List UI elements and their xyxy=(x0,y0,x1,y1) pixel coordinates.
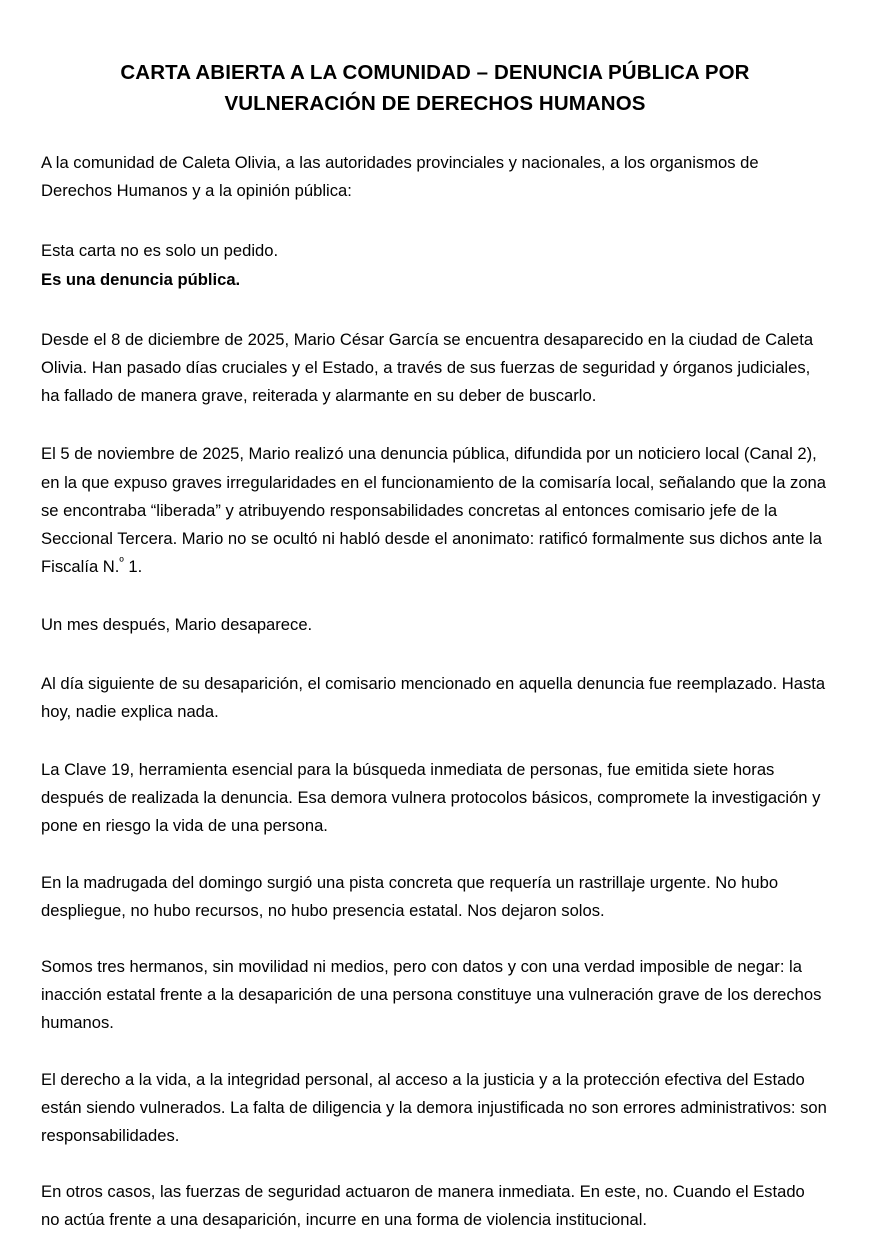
paragraph-clave-19-delay: La Clave 19, herramienta esencial para la búsqueda inmediata de personas, fue emitida siete horas después de realizada la denuncia. Esa demora vulnera protocolos básicos, compromete la investigación y pone en riesgo la vida de una persona. xyxy=(41,760,821,836)
paragraph-prior-denuncia-tail: 1. xyxy=(123,557,143,577)
paragraph-one-month-later: Un mes después, Mario desaparece. xyxy=(41,615,313,635)
ordinal-indicator: º xyxy=(119,554,124,569)
page-title: CARTA ABIERTA A LA COMUNIDAD – DENUNCIA PÚBLICA POR VULNERACIÓN DE DERECHOS HUMANOS xyxy=(120,61,750,115)
paragraph-statement-plain: Esta carta no es solo un pedido. xyxy=(41,241,279,261)
paragraph-disappearance-report: Desde el 8 de diciembre de 2025, Mario César García se encuentra desaparecido en la ciudad de Caleta Olivia. Han pasado días cruciales y el Estado, a través de sus fuerzas de seguridad y órganos judiciales, ha fallado de manera grave, reiterada y alarmante en su deber de buscarlo. xyxy=(41,329,814,406)
paragraph-commissioner-replaced: Al día siguiente de su desaparición, el comisario mencionado en aquella denuncia fue reemplazado. Hasta hoy, nadie explica nada. xyxy=(41,673,826,721)
paragraph-prior-denuncia xyxy=(41,440,827,581)
paragraph-no-search-deployment: En la madrugada del domingo surgió una pista concreta que requería un rastrillaje urgente. No hubo despliegue, no hubo recursos, no hubo presencia estatal. Nos dejaron solos. xyxy=(41,872,779,920)
paragraph-prior-denuncia-body: El 5 de noviembre de 2025, Mario realizó una denuncia pública, difundida por un noticiero local (Canal 2), en la que expuso graves irregularidades en el funcionamiento de la comisaría local, señalando que la zona se encontraba “liberada” y atribuyendo responsabilidades concretas al entonces comisario jefe de la Seccional Tercera. Mario no se ocultó ni habló desde el anonimato: ratificó formalmente sus dichos ante la Fiscalía N. xyxy=(41,444,827,577)
paragraph-addressees: A la comunidad de Caleta Olivia, a las autoridades provinciales y nacionales, a los organismos de Derechos Humanos y a la opinión pública: xyxy=(41,153,759,201)
document-content xyxy=(41,0,827,1235)
paragraph-institutional-violence: En otros casos, las fuerzas de seguridad actuaron de manera inmediata. En este, no. Cuando el Estado no actúa frente a una desaparición, incurre en una forma de violencia institucional. xyxy=(41,1182,805,1230)
paragraph-rights-violated: El derecho a la vida, a la integridad personal, al acceso a la justicia y a la protección efectiva del Estado están siendo vulnerados. La falta de diligencia y la demora injustificada no son errores administrativos: son responsabilidades. xyxy=(41,1069,827,1146)
paragraph-statement-bold: Es una denuncia pública. xyxy=(41,269,241,289)
paragraph-three-siblings: Somos tres hermanos, sin movilidad ni medios, pero con datos y con una verdad imposible de negar: la inacción estatal frente a la desaparición de una persona constituye una vulneración grave de los derechos humanos. xyxy=(41,957,822,1033)
